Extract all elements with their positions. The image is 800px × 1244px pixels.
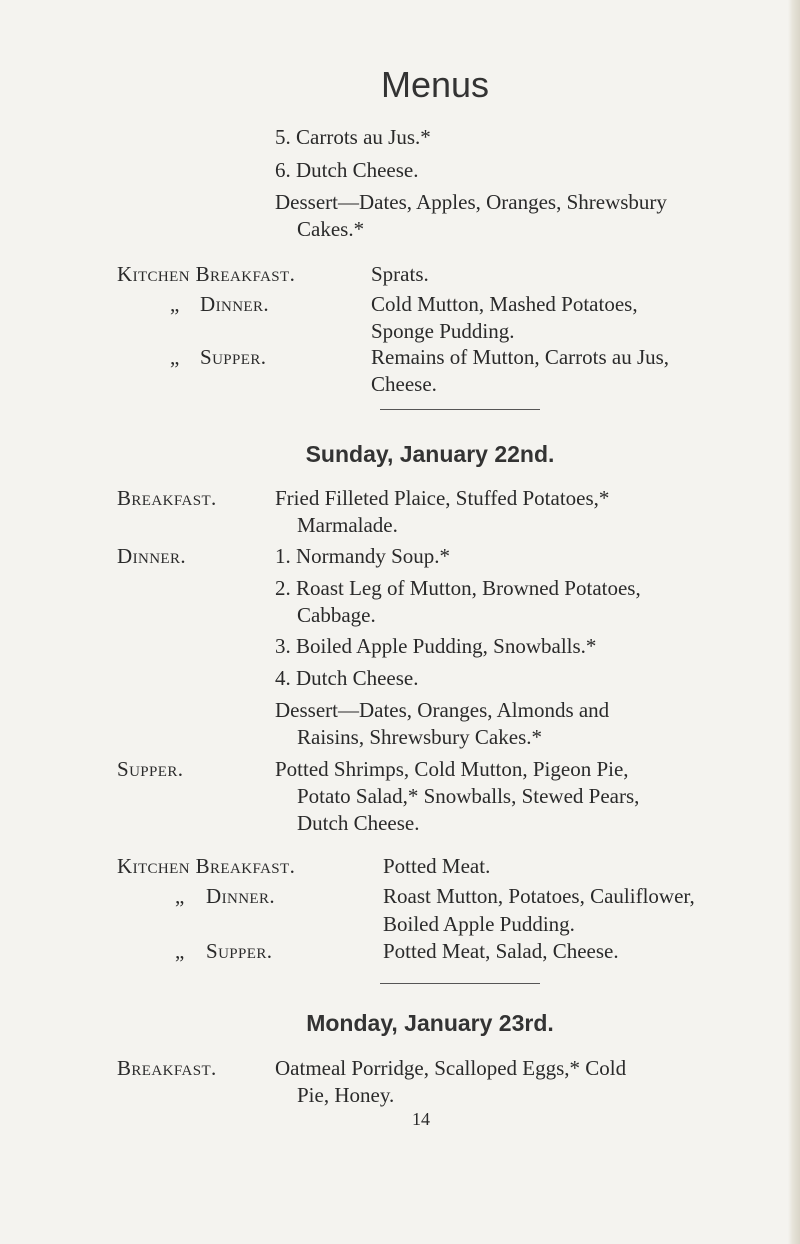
- dessert-line-1: Dessert—Dates, Oranges, Almonds and: [275, 698, 610, 722]
- dinner-item-4: 4. Dutch Cheese.: [275, 666, 419, 690]
- kitchen-dinner-line-2: Sponge Pudding.: [371, 319, 515, 343]
- kitchen-dinner-line-2: Boiled Apple Pudding.: [383, 912, 575, 936]
- sunday-heading: Sunday, January 22nd.: [305, 441, 555, 467]
- supper-line-1: Potted Shrimps, Cold Mutton, Pigeon Pie,: [275, 757, 629, 781]
- ditto-mark: „: [170, 292, 180, 316]
- supper-label: Supper.: [117, 757, 184, 781]
- kitchen-breakfast-text: Potted Meat.: [383, 854, 491, 878]
- kitchen-dinner-line-1: Roast Mutton, Potatoes, Cauliflower,: [383, 884, 695, 908]
- kitchen-supper-line-1: Remains of Mutton, Carrots au Jus,: [371, 345, 670, 369]
- kitchen-breakfast-label: Kitchen Breakfast.: [117, 854, 296, 878]
- ditto-mark: „: [175, 884, 185, 908]
- dessert-line-1: Dessert—Dates, Apples, Oranges, Shrewsbury: [275, 190, 667, 214]
- dinner-item-2-cont: Cabbage.: [297, 603, 376, 627]
- breakfast-line-1: Oatmeal Porridge, Scalloped Eggs,* Cold: [275, 1056, 627, 1080]
- page-title: Menus: [380, 64, 490, 105]
- breakfast-line-2: Marmalade.: [297, 513, 398, 537]
- kitchen-breakfast-text: Sprats.: [371, 262, 429, 286]
- breakfast-line-2: Pie, Honey.: [297, 1083, 395, 1107]
- ditto-mark: „: [175, 939, 185, 963]
- dinner-label: Dinner.: [117, 544, 187, 568]
- dessert-line-2: Cakes.*: [297, 217, 365, 241]
- menu-item-5: 5. Carrots au Jus.*: [275, 125, 431, 149]
- section-divider: [380, 983, 540, 984]
- page-edge: [788, 0, 800, 1244]
- supper-line-3: Dutch Cheese.: [297, 811, 420, 835]
- kitchen-supper-label: Supper.: [200, 345, 267, 369]
- breakfast-line-1: Fried Filleted Plaice, Stuffed Potatoes,*: [275, 486, 610, 510]
- kitchen-breakfast-label: Kitchen Breakfast.: [117, 262, 296, 286]
- monday-heading: Monday, January 23rd.: [306, 1010, 554, 1036]
- breakfast-label: Breakfast.: [117, 486, 217, 510]
- ditto-mark: „: [170, 345, 180, 369]
- kitchen-dinner-label: Dinner.: [206, 884, 276, 908]
- dessert-line-2: Raisins, Shrewsbury Cakes.*: [297, 725, 542, 749]
- kitchen-supper-line-2: Cheese.: [371, 372, 437, 396]
- supper-line-2: Potato Salad,* Snowballs, Stewed Pears,: [297, 784, 640, 808]
- dinner-item-3: 3. Boiled Apple Pudding, Snowballs.*: [275, 634, 597, 658]
- section-divider: [380, 409, 540, 410]
- dinner-item-2: 2. Roast Leg of Mutton, Browned Potatoes,: [275, 576, 641, 600]
- breakfast-label: Breakfast.: [117, 1056, 217, 1080]
- kitchen-supper-line-1: Potted Meat, Salad, Cheese.: [383, 939, 619, 963]
- menu-item-6: 6. Dutch Cheese.: [275, 158, 419, 182]
- kitchen-dinner-label: Dinner.: [200, 292, 270, 316]
- page-number: 14: [412, 1109, 430, 1129]
- kitchen-dinner-line-1: Cold Mutton, Mashed Potatoes,: [371, 292, 638, 316]
- kitchen-supper-label: Supper.: [206, 939, 273, 963]
- dinner-item-1: 1. Normandy Soup.*: [275, 544, 450, 568]
